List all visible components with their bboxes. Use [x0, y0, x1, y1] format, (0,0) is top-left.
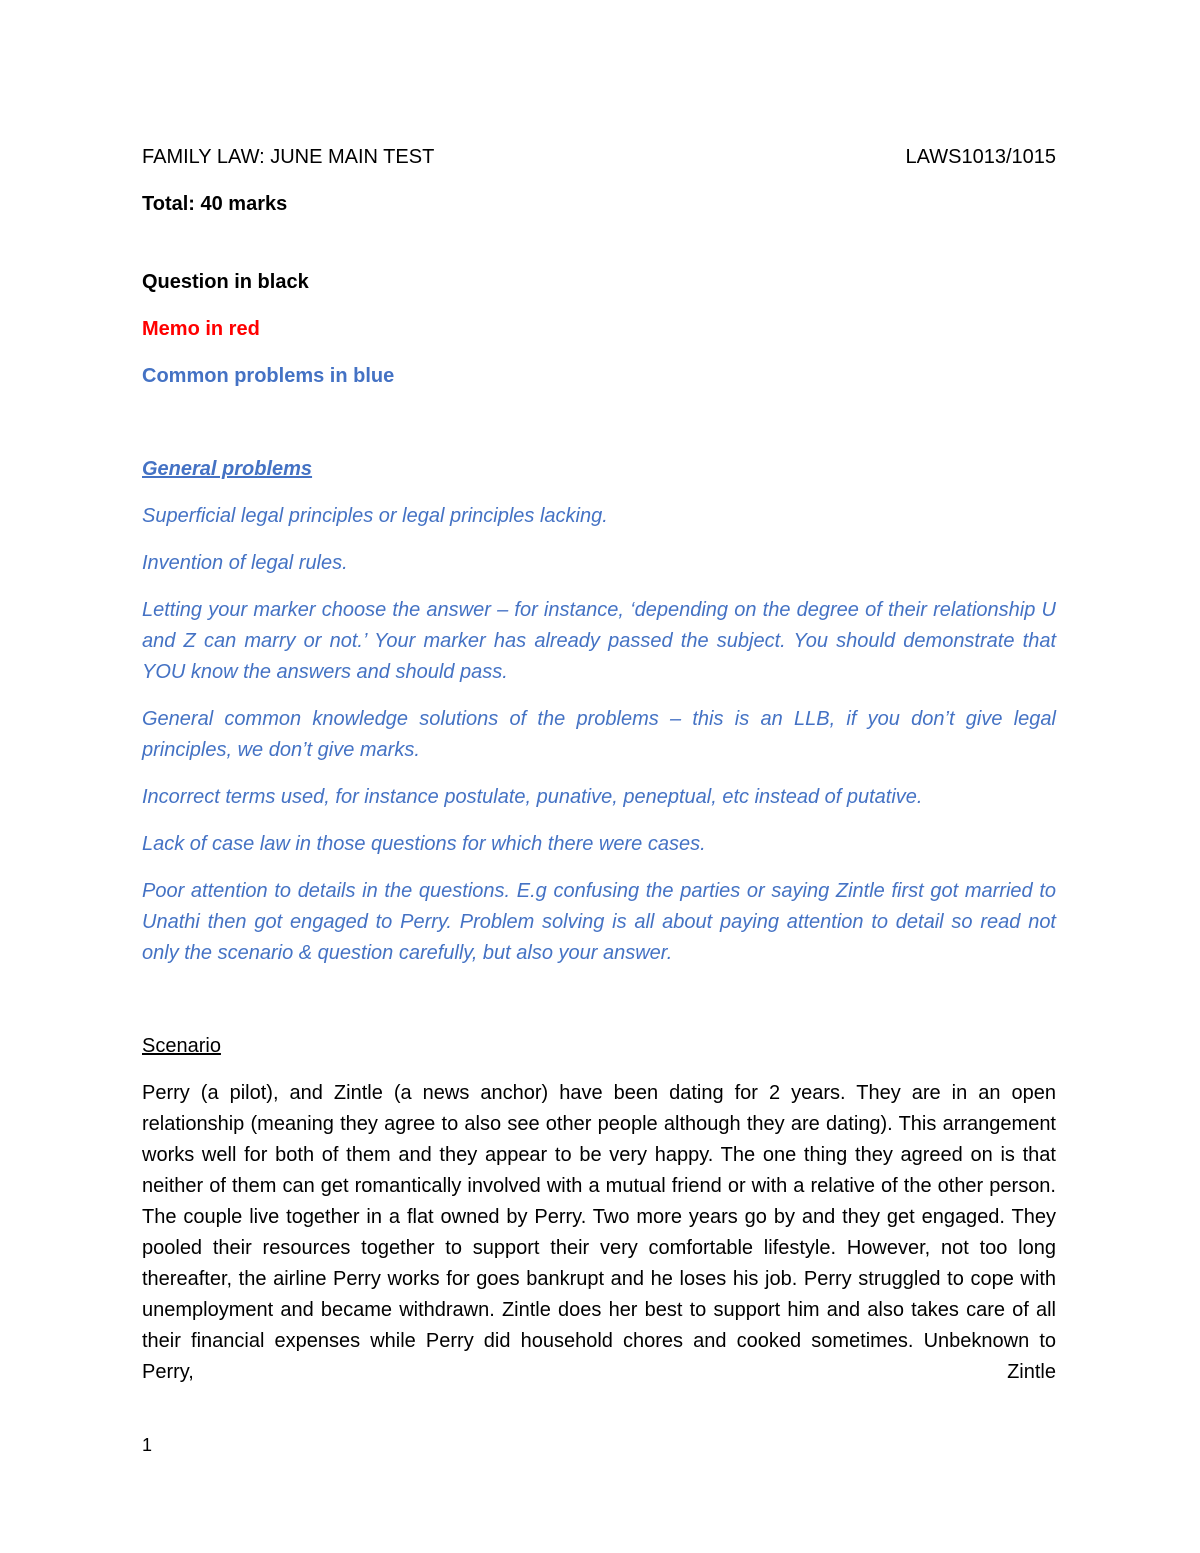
legend-common-problems: Common problems in blue — [142, 365, 395, 387]
scenario-heading: Scenario — [142, 1035, 221, 1057]
general-problem-item: General common knowledge solutions of the problems – this is an LLB, if you don’t give legal principles, we don’t give marks. — [142, 708, 1056, 761]
scenario-text: Perry (a pilot), and Zintle (a news anchor) have been dating for 2 years. They are in an open relationship (meaning they agree to also see other people although they are dating). This arrangement works well for both of them and they appear to be very happy. The one thing they agreed on is that neither of them can get romantically involved with a mutual friend or with a relative of the other person. The couple live together in a flat owned by Perry. Two more years go by and they get engaged. They pooled their resources together to support their very comfortable lifestyle. However, not too long thereafter, the airline Perry works for goes bankrupt and he loses his job. Perry struggled to cope with unemployment and became withdrawn. Zintle does her best to support him and also takes care of all their financial expenses while Perry did household chores and cooked sometimes. Unbeknown to Perry, Zintle — [142, 1082, 1056, 1383]
general-problem-item: Poor attention to details in the questions. E.g confusing the parties or saying Zintle first got married to Unathi then got engaged to Perry. Problem solving is all about paying attention to detail so read not only the scenario & question carefully, but also your answer. — [142, 880, 1056, 964]
test-title: FAMILY LAW: JUNE MAIN TEST — [142, 146, 435, 168]
total-marks: Total: 40 marks — [142, 193, 288, 215]
page-number: 1 — [142, 1435, 153, 1455]
document-header — [142, 142, 1056, 173]
general-problem-item: Incorrect terms used, for instance postulate, punative, peneptual, etc instead of putative. — [142, 786, 923, 808]
page-content — [142, 142, 1056, 1388]
course-code: LAWS1013/1015 — [905, 146, 1056, 168]
legend-question: Question in black — [142, 271, 309, 293]
legend-memo: Memo in red — [142, 318, 260, 340]
general-problem-item: Invention of legal rules. — [142, 552, 348, 574]
general-problems-heading: General problems — [142, 458, 313, 480]
general-problem-item: Superficial legal principles or legal principles lacking. — [142, 505, 608, 527]
general-problem-item: Lack of case law in those questions for which there were cases. — [142, 833, 706, 855]
general-problem-item: Letting your marker choose the answer – for instance, ‘depending on the degree of their relationship U and Z can marry or not.’ Your marker has already passed the subject. You should demonstrate that YOU know the answers and should pass. — [142, 599, 1056, 683]
